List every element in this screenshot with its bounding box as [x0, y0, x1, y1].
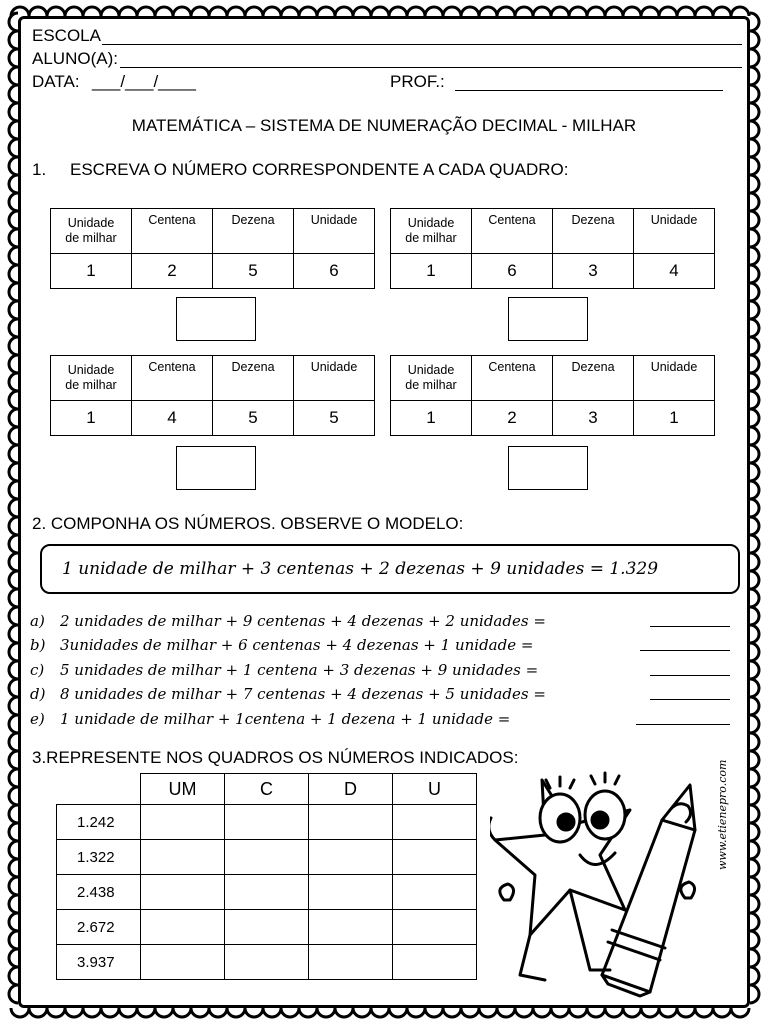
answer-blank[interactable]: [640, 650, 730, 651]
answer-blank[interactable]: [650, 626, 730, 627]
place-value-header: Unidade: [634, 356, 715, 401]
composition-item: [30, 635, 533, 655]
digit-answer-cell[interactable]: [225, 805, 309, 840]
place-value-header: Dezena: [553, 356, 634, 401]
teacher-field-line[interactable]: [455, 90, 723, 91]
header-line-1: Unidade: [67, 216, 115, 230]
corner-cell: [57, 774, 141, 805]
student-label: ALUNO(A):: [32, 49, 118, 68]
table-row: [57, 910, 477, 945]
place-value-header: [51, 209, 132, 254]
header-line-2: de milhar: [405, 378, 457, 392]
place-value-digit: 4: [634, 254, 715, 289]
item-expression: 2 unidades de milhar + 9 centenas + 4 dezenas + 2 unidades =: [60, 612, 546, 630]
table-row: [57, 875, 477, 910]
q2-prompt: 2. COMPONHA OS NÚMEROS. OBSERVE O MODELO:: [32, 514, 464, 533]
composition-item: [30, 684, 546, 704]
item-expression: 5 unidades de milhar + 1 centena + 3 dezenas + 9 unidades =: [60, 661, 539, 679]
col-header-c: C: [225, 774, 309, 805]
table-row: [57, 805, 477, 840]
teacher-label: PROF.:: [390, 72, 445, 91]
place-value-table-2: [390, 208, 715, 289]
header-line-1: Unidade: [67, 363, 115, 377]
star-with-pencil-illustration: [490, 770, 720, 1000]
answer-box-4[interactable]: [508, 446, 588, 490]
answer-box-3[interactable]: [176, 446, 256, 490]
item-label: b): [30, 636, 46, 654]
place-value-digit: 5: [213, 401, 294, 436]
digit-answer-cell[interactable]: [309, 910, 393, 945]
representation-table: [56, 773, 477, 980]
place-value-digit: 3: [553, 254, 634, 289]
digit-answer-cell[interactable]: [393, 840, 477, 875]
place-value-digit: 1: [391, 254, 472, 289]
col-header-um: UM: [141, 774, 225, 805]
header-line-1: Unidade: [407, 216, 455, 230]
place-value-digit: 1: [51, 401, 132, 436]
worksheet-title: MATEMÁTICA – SISTEMA DE NUMERAÇÃO DECIMAL - MILHAR: [131, 116, 637, 135]
digit-answer-cell[interactable]: [225, 875, 309, 910]
place-value-header: [51, 356, 132, 401]
answer-blank[interactable]: [636, 724, 730, 725]
answer-blank[interactable]: [650, 699, 730, 700]
student-field-line[interactable]: [120, 67, 742, 68]
school-label: ESCOLA: [32, 26, 101, 45]
place-value-digit: 5: [294, 401, 375, 436]
place-value-header: Unidade: [294, 209, 375, 254]
digit-answer-cell[interactable]: [393, 910, 477, 945]
q3-prompt: 3.REPRESENTE NOS QUADROS OS NÚMEROS INDICADOS:: [32, 748, 519, 767]
composition-item: [30, 709, 510, 729]
place-value-digit: 3: [553, 401, 634, 436]
place-value-digit: 2: [132, 254, 213, 289]
digit-answer-cell[interactable]: [141, 840, 225, 875]
composition-item: [30, 660, 538, 680]
q1-prompt: ESCREVA O NÚMERO CORRESPONDENTE A CADA QUADRO:: [70, 160, 569, 179]
place-value-header: Dezena: [553, 209, 634, 254]
place-value-header: [391, 209, 472, 254]
place-value-digit: 5: [213, 254, 294, 289]
place-value-digit: 4: [132, 401, 213, 436]
place-value-header: [391, 356, 472, 401]
col-header-d: D: [309, 774, 393, 805]
item-expression: 8 unidades de milhar + 7 centenas + 4 dezenas + 5 unidades =: [60, 685, 546, 703]
illustration-credit: www.etienepro.com: [716, 759, 729, 870]
answer-box-2[interactable]: [508, 297, 588, 341]
place-value-header: Dezena: [213, 209, 294, 254]
item-expression: 1 unidade de milhar + 1centena + 1 dezena + 1 unidade =: [60, 710, 511, 728]
header-line-2: de milhar: [65, 378, 117, 392]
place-value-digit: 1: [634, 401, 715, 436]
place-value-digit: 6: [472, 254, 553, 289]
header-line-2: de milhar: [65, 231, 117, 245]
digit-answer-cell[interactable]: [225, 910, 309, 945]
table-row: [57, 945, 477, 980]
school-field-line[interactable]: [102, 44, 742, 45]
digit-answer-cell[interactable]: [225, 945, 309, 980]
place-value-digit: 6: [294, 254, 375, 289]
digit-answer-cell[interactable]: [393, 875, 477, 910]
digit-answer-cell[interactable]: [393, 805, 477, 840]
place-value-digit: 1: [391, 401, 472, 436]
place-value-header: Unidade: [634, 209, 715, 254]
place-value-header: Centena: [132, 356, 213, 401]
place-value-header: Centena: [132, 209, 213, 254]
item-label: e): [30, 710, 45, 728]
place-value-digit: 1: [51, 254, 132, 289]
number-cell: 2.672: [57, 910, 141, 945]
digit-answer-cell[interactable]: [309, 805, 393, 840]
place-value-digit: 2: [472, 401, 553, 436]
item-label: d): [30, 685, 46, 703]
digit-answer-cell[interactable]: [141, 805, 225, 840]
number-cell: 3.937: [57, 945, 141, 980]
model-example-box: 1 unidade de milhar + 3 centenas + 2 dezenas + 9 unidades = 1.329: [40, 544, 740, 594]
digit-answer-cell[interactable]: [141, 875, 225, 910]
place-value-header: Unidade: [294, 356, 375, 401]
q1-number: 1.: [32, 160, 47, 179]
number-cell: 1.322: [57, 840, 141, 875]
item-expression: 3unidades de milhar + 6 centenas + 4 dezenas + 1 unidade =: [60, 636, 534, 654]
composition-item: [30, 611, 546, 631]
number-cell: 1.242: [57, 805, 141, 840]
digit-answer-cell[interactable]: [309, 945, 393, 980]
digit-answer-cell[interactable]: [309, 840, 393, 875]
place-value-table-3: [50, 355, 375, 436]
digit-answer-cell[interactable]: [141, 945, 225, 980]
digit-answer-cell[interactable]: [309, 875, 393, 910]
place-value-header: Centena: [472, 209, 553, 254]
col-header-u: U: [393, 774, 477, 805]
place-value-table-4: [390, 355, 715, 436]
item-label: a): [30, 612, 45, 630]
answer-box-1[interactable]: [176, 297, 256, 341]
header-line-1: Unidade: [407, 363, 455, 377]
date-field[interactable]: ___/___/____: [92, 72, 196, 91]
table-row: [57, 840, 477, 875]
date-label: DATA:: [32, 72, 80, 91]
place-value-header: Centena: [472, 356, 553, 401]
place-value-table-1: [50, 208, 375, 289]
digit-answer-cell[interactable]: [225, 840, 309, 875]
answer-blank[interactable]: [650, 675, 730, 676]
digit-answer-cell[interactable]: [141, 910, 225, 945]
item-label: c): [30, 661, 45, 679]
digit-answer-cell[interactable]: [393, 945, 477, 980]
header-line-2: de milhar: [405, 231, 457, 245]
place-value-header: Dezena: [213, 356, 294, 401]
number-cell: 2.438: [57, 875, 141, 910]
